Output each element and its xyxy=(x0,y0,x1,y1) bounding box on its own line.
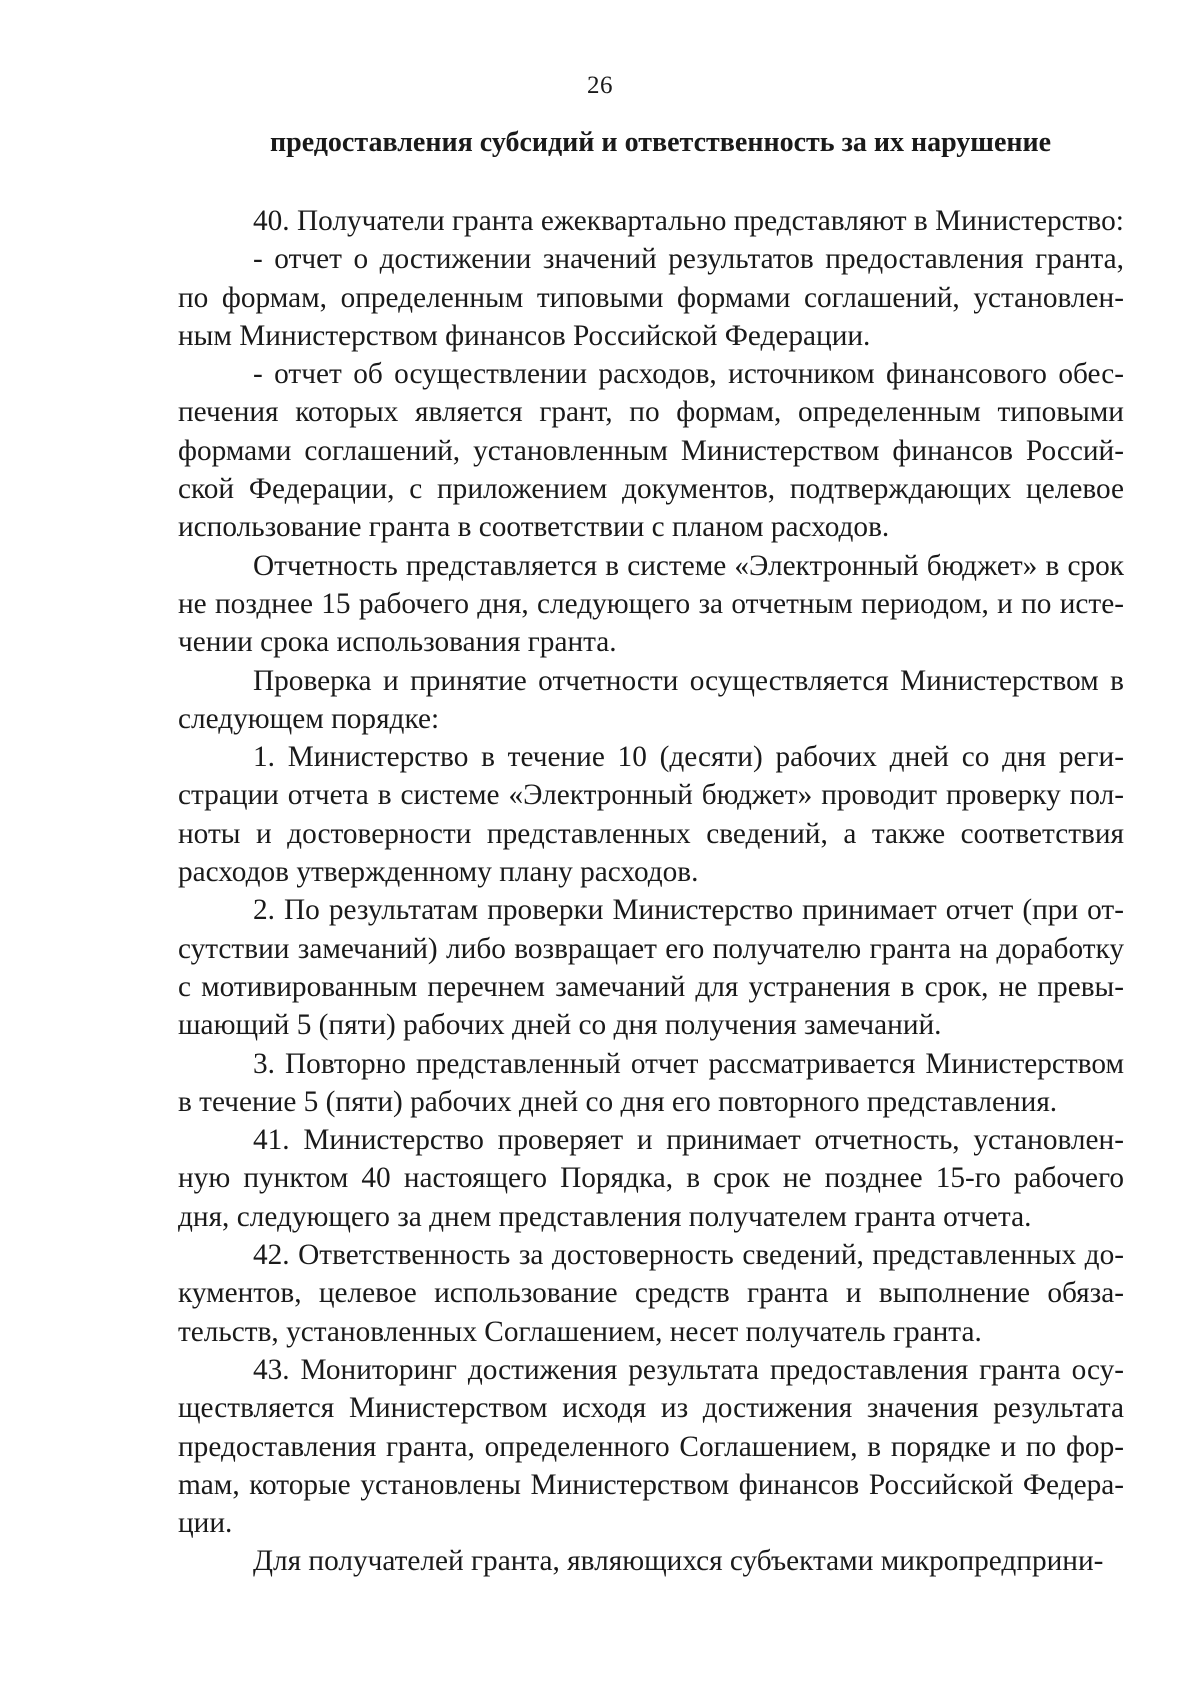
paragraph-43: 43. Мониторинг достижения результата предоставления гранта осуществляется Министерством исходя из достижения значения результата предоставления гранта, определенного Соглашением, в порядке и по форmам, которые установлены Министерством финансов Российской Федерации. xyxy=(178,1353,1124,1540)
paragraph-reporting-deadline: Отчетность представляется в системе «Электронный бюджет» в срок не позднее 15 рабочего дня, следующего за отчетным периодом, и по истечении срока использования гранта. xyxy=(178,549,1124,659)
paragraph-step-2: 2. По результатам проверки Министерство принимает отчет (при отсутствии замечаний) либо возвращает его получателю гранта на доработку с мотивированным перечнем замечаний для устранения в срок, не превышающий 5 (пяти) рабочих дней со дня получения замечаний. xyxy=(178,894,1124,1042)
paragraph-40: 40. Получатели гранта ежеквартально представляют в Министерство: xyxy=(253,205,1124,237)
paragraph-report-results: - отчет о достижении значений результатов предоставления гранта, по формам, определенным типовыми формами соглашений, установленным Министерством финансов Российской Федерации. xyxy=(178,243,1124,352)
page-number: 26 xyxy=(587,72,613,99)
section-heading: предоставления субсидий и ответственность за их нарушение xyxy=(270,127,1052,158)
paragraph-verification-order: Проверка и принятие отчетности осуществляется Министерством в следующем порядке: xyxy=(178,664,1124,735)
paragraph-micro-entrepreneurs: Для получателей гранта, являющихся субъектами микропредприни- xyxy=(253,1545,1104,1578)
paragraph-42: 42. Ответственность за достоверность сведений, представленных документов, целевое использование средств гранта и выполнение обязательств, установленных Соглашением, несет получатель гранта. xyxy=(178,1239,1124,1348)
paragraph-report-expenses: - отчет об осуществлении расходов, источником финансового обеспечения которых является грант, по формам, определенным типовыми формами соглашений, установленным Министерством финансов Российской Федерации, с приложением документов, подтверждающих целевое использование гранта в соответствии с планом расходов. xyxy=(178,358,1124,544)
paragraph-41: 41. Министерство проверяет и принимает отчетность, установленную пунктом 40 настоящего Порядка, в срок не позднее 15-го рабочего дня, следующего за днем представления получателем гранта отчета. xyxy=(178,1124,1124,1233)
body-text xyxy=(178,202,1124,1581)
paragraph-step-1: 1. Министерство в течение 10 (десяти) рабочих дней со дня регистрации отчета в системе «Электронный бюджет» проводит проверку полноты и достоверности представленных сведений, а также соответствия расходов утвержденному плану расходов. xyxy=(178,741,1124,889)
paragraph-step-3: 3. Повторно представленный отчет рассматривается Министерством в течение 5 (пяти) рабочих дней со дня его повторного представления. xyxy=(178,1047,1124,1118)
